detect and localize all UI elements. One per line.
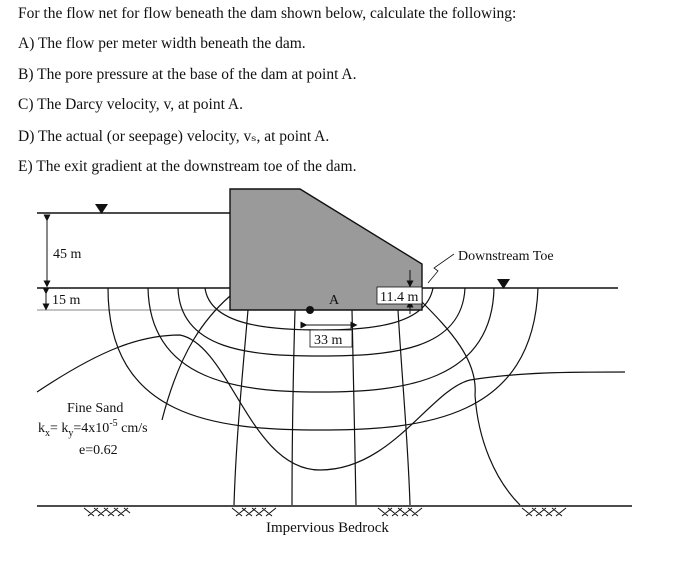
label-permeability: $k_x= k_y=4x10^{-5}$ cm/s: [38, 418, 148, 439]
label-downstream-toe: Downstream Toe: [458, 249, 554, 264]
soil-description: [38, 401, 148, 458]
equipotential-2: [234, 310, 248, 505]
label-upstream-depth: 45 m: [53, 247, 82, 262]
label-soil-name: Fine Sand: [67, 401, 124, 416]
dimension-15m: [46, 291, 81, 308]
label-bedrock: Impervious Bedrock: [266, 520, 389, 536]
equipotential-1: [162, 296, 230, 420]
question-c: C) The Darcy velocity, v, at point A.: [18, 96, 243, 113]
question-b: B) The pore pressure at the base of the dam at point A.: [18, 66, 357, 83]
dimension-45m: [47, 218, 82, 284]
question-d: D) The actual (or seepage) velocity, vₛ, at point A.: [18, 128, 330, 145]
point-a-marker: [306, 306, 314, 314]
label-void-ratio: e=0.62: [79, 443, 118, 458]
question-intro: For the flow net for flow beneath the dam shown below, calculate the following:: [18, 5, 517, 22]
downstream-toe-callout: [428, 249, 554, 283]
question-a: A) The flow per meter width beneath the dam.: [18, 35, 306, 52]
equipotential-4: [352, 310, 356, 505]
question-e: E) The exit gradient at the downstream toe of the dam.: [18, 158, 357, 175]
flow-lines: [37, 288, 625, 470]
label-base-distance: 33 m: [314, 333, 343, 348]
bedrock-hatching: [84, 508, 566, 516]
label-point-a: A: [329, 293, 340, 308]
dimension-33m: [304, 325, 354, 348]
label-toe-height: 11.4 m: [380, 290, 419, 305]
equipotential-lines: [162, 296, 520, 505]
equipotential-3: [292, 310, 295, 505]
label-embed-depth: 15 m: [52, 293, 81, 308]
flow-line-5: [37, 335, 625, 470]
equipotential-5: [398, 310, 410, 505]
